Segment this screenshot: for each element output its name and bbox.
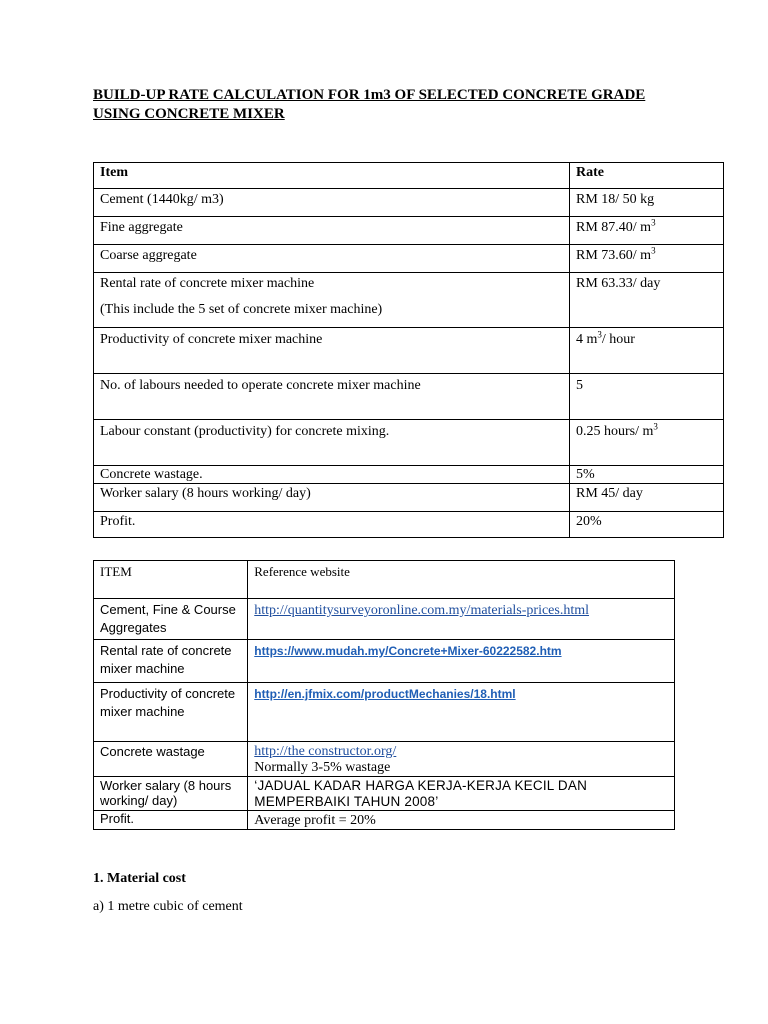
row-reference <box>248 777 675 811</box>
rates-table <box>93 162 724 538</box>
row-rate <box>570 420 724 466</box>
title-line-2: USING CONCRETE MIXER <box>93 106 285 122</box>
row-rate: RM 45/ day <box>570 484 724 512</box>
table-row <box>94 466 724 484</box>
row-item: Profit. <box>94 512 570 538</box>
rate-text: RM 73.60/ m <box>576 248 652 263</box>
row-item: Cement, Fine & Course Aggregates <box>94 599 248 640</box>
table-row <box>94 683 675 742</box>
table-row <box>94 811 675 830</box>
row-rate: 5% <box>570 466 724 484</box>
table-row <box>94 273 724 328</box>
row-item-note: (This include the 5 set of concrete mixer machine) <box>100 302 383 317</box>
row-rate: 5 <box>570 374 724 420</box>
table-row <box>94 245 724 273</box>
row-rate <box>570 217 724 245</box>
document-title <box>93 86 693 124</box>
rate-text: RM 87.40/ m <box>576 220 652 235</box>
row-rate <box>570 328 724 374</box>
section-heading: 1. Material cost <box>93 871 186 886</box>
row-item: Productivity of concrete mixer machine <box>94 683 248 742</box>
table-header-row <box>94 561 675 599</box>
row-item: Profit. <box>94 811 248 830</box>
table-row <box>94 328 724 374</box>
row-rate <box>570 245 724 273</box>
header-rate: Rate <box>570 163 724 189</box>
row-reference <box>248 683 675 742</box>
table-row <box>94 512 724 538</box>
row-reference <box>248 640 675 683</box>
row-item: Coarse aggregate <box>94 245 570 273</box>
reference-text: Average profit = 20% <box>254 813 376 828</box>
row-rate: RM 18/ 50 kg <box>570 189 724 217</box>
row-item: Productivity of concrete mixer machine <box>94 328 570 374</box>
reference-note: Normally 3-5% wastage <box>254 760 391 775</box>
header-item: Item <box>94 163 570 189</box>
table-header-row <box>94 163 724 189</box>
rate-superscript: 3 <box>651 245 656 256</box>
rate-superscript: 3 <box>597 329 602 340</box>
header-reference: Reference website <box>248 561 675 599</box>
row-item: Labour constant (productivity) for concrete mixing. <box>94 420 570 466</box>
rate-superscript: 3 <box>653 421 658 432</box>
rate-text: 4 m <box>576 332 598 347</box>
row-item: Worker salary (8 hours working/ day) <box>94 777 248 811</box>
row-item: Concrete wastage. <box>94 466 570 484</box>
table-row <box>94 189 724 217</box>
reference-link[interactable]: http://quantitysurveyoronline.com.my/materials-prices.html <box>254 603 590 618</box>
table-row <box>94 374 724 420</box>
row-item: Rental rate of concrete mixer machine <box>94 640 248 683</box>
row-item: Worker salary (8 hours working/ day) <box>94 484 570 512</box>
rate-superscript: 3 <box>651 217 656 228</box>
table-row <box>94 777 675 811</box>
row-rate: RM 63.33/ day <box>570 273 724 328</box>
reference-table <box>93 560 675 830</box>
row-item <box>94 273 570 328</box>
table-row <box>94 217 724 245</box>
row-rate: 20% <box>570 512 724 538</box>
reference-text: ‘JADUAL KADAR HARGA KERJA-KERJA KECIL DAN MEMPERBAIKI TAHUN 2008’ <box>254 778 588 809</box>
rate-text: 0.25 hours/ m <box>576 424 654 439</box>
table-row <box>94 640 675 683</box>
table-row <box>94 420 724 466</box>
row-item: No. of labours needed to operate concrete mixer machine <box>94 374 570 420</box>
reference-link[interactable]: http://en.jfmix.com/productMechanies/18.html <box>254 687 516 701</box>
table-row <box>94 599 675 640</box>
section-item: a) 1 metre cubic of cement <box>93 899 243 914</box>
reference-link[interactable]: https://www.mudah.my/Concrete+Mixer-60222582.htm <box>254 644 562 658</box>
row-item: Concrete wastage <box>94 742 248 777</box>
title-line-1: BUILD-UP RATE CALCULATION FOR 1m3 OF SELECTED CONCRETE GRADE <box>93 87 646 103</box>
row-reference <box>248 811 675 830</box>
row-reference <box>248 742 675 777</box>
header-item: ITEM <box>94 561 248 599</box>
row-item: Cement (1440kg/ m3) <box>94 189 570 217</box>
row-reference <box>248 599 675 640</box>
table-row <box>94 742 675 777</box>
row-item: Fine aggregate <box>94 217 570 245</box>
reference-link[interactable]: http://the constructor.org/ <box>254 744 397 759</box>
table-row <box>94 484 724 512</box>
rate-unit: / hour <box>601 332 635 347</box>
row-item-text: Rental rate of concrete mixer machine <box>100 276 315 291</box>
